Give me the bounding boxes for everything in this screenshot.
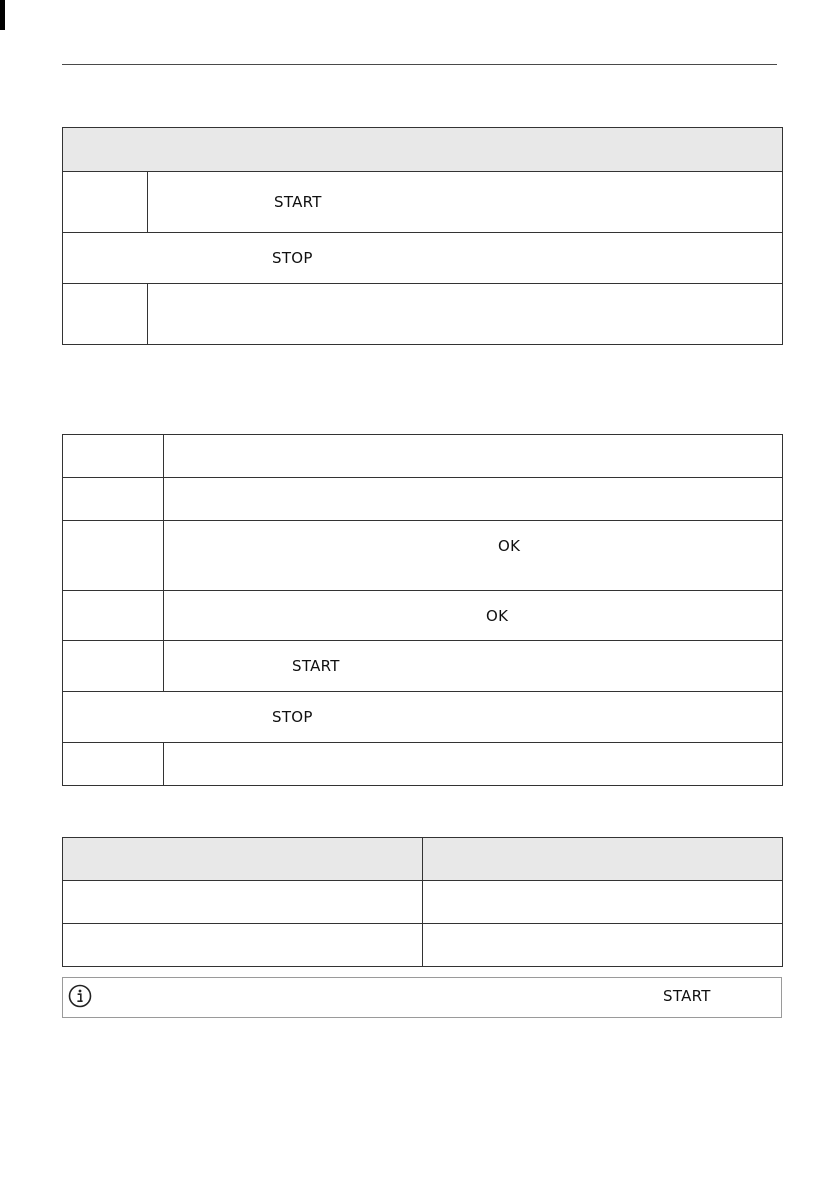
step-row-3	[63, 521, 783, 591]
table-header-row	[63, 838, 783, 881]
stop-key-label: STOP	[272, 708, 313, 726]
page-edge-marker	[0, 0, 5, 30]
stop-row	[63, 692, 783, 743]
step-text-cell	[164, 478, 783, 521]
stop-text-cell	[63, 692, 783, 743]
step-number-cell	[63, 172, 148, 233]
step-row-4	[63, 591, 783, 641]
step-number-cell	[63, 591, 164, 641]
table-cell	[63, 924, 423, 967]
step-row-5	[63, 641, 783, 692]
step-number-cell	[63, 521, 164, 591]
step-number-cell	[63, 435, 164, 478]
header-cell-right	[423, 838, 783, 881]
step-row-2	[63, 478, 783, 521]
table-row	[63, 924, 783, 967]
stop-key-label: STOP	[272, 249, 313, 267]
ok-key-label: OK	[498, 536, 521, 555]
two-column-table	[62, 837, 783, 967]
step-text-cell	[164, 435, 783, 478]
table-cell	[63, 881, 423, 924]
ok-key-label: OK	[486, 606, 509, 625]
table-header-cell	[63, 128, 783, 172]
stop-text-cell	[63, 233, 783, 284]
stop-row	[63, 233, 783, 284]
step-number-cell	[63, 284, 148, 345]
step-row-2	[63, 284, 783, 345]
start-key-label: START	[274, 193, 322, 211]
info-note	[62, 977, 782, 1018]
info-icon	[68, 984, 92, 1008]
table-row	[63, 881, 783, 924]
table-cell	[423, 881, 783, 924]
table-header-row	[63, 128, 783, 172]
table-cell	[423, 924, 783, 967]
procedure-table-1	[62, 127, 783, 345]
header-rule	[62, 64, 777, 65]
step-text-cell	[164, 743, 783, 786]
step-row-6	[63, 743, 783, 786]
step-text-cell	[164, 521, 783, 591]
step-text-cell	[148, 172, 783, 233]
procedure-table-2	[62, 434, 783, 786]
step-row-1	[63, 172, 783, 233]
step-text-cell	[148, 284, 783, 345]
start-key-label: START	[292, 657, 340, 675]
start-key-label: START	[663, 987, 711, 1005]
step-text-cell	[164, 591, 783, 641]
step-row-1	[63, 435, 783, 478]
step-text-cell	[164, 641, 783, 692]
header-cell-left	[63, 838, 423, 881]
step-number-cell	[63, 743, 164, 786]
step-number-cell	[63, 478, 164, 521]
step-number-cell	[63, 641, 164, 692]
